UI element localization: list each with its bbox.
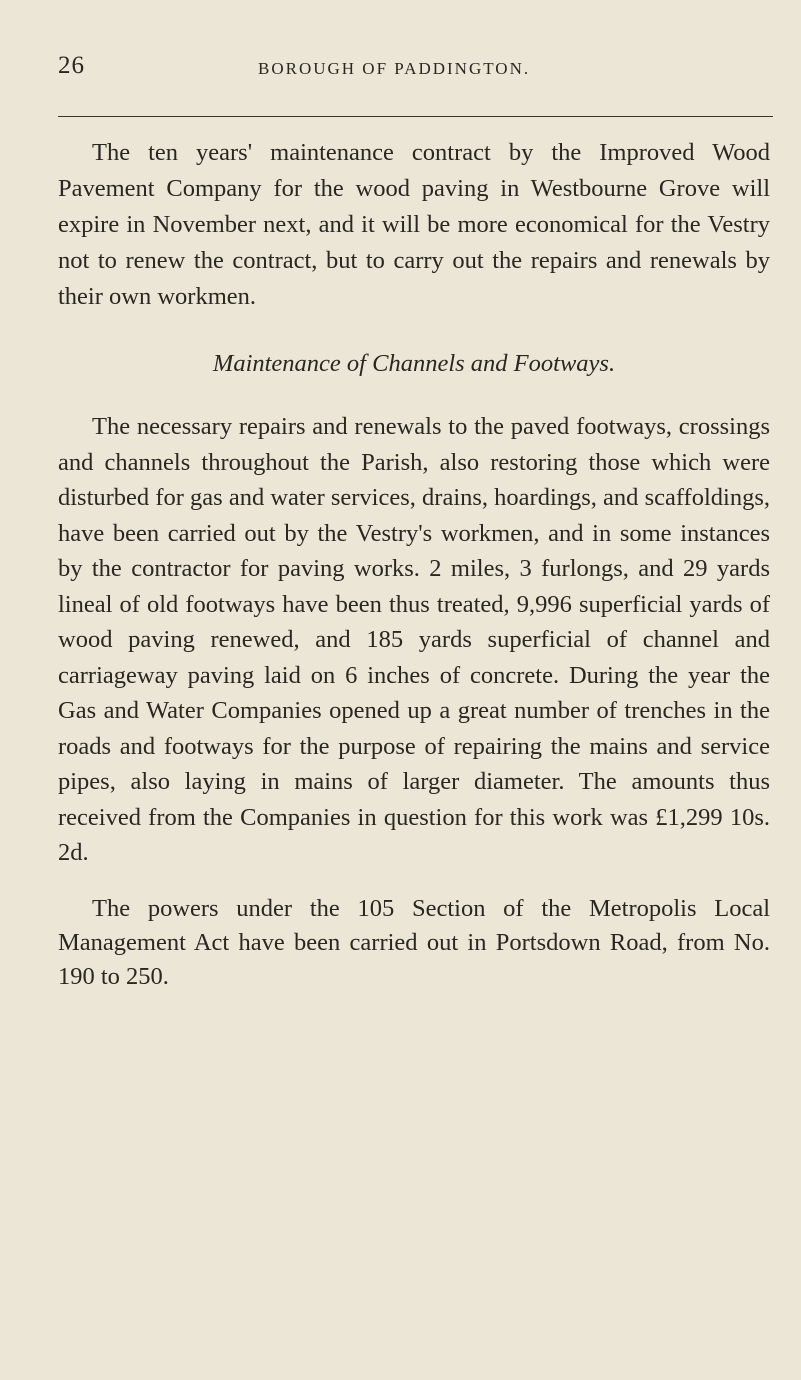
paragraph-metropolis-act: The powers under the 105 Section of the Metropolis Local Management Act have been carried out in Portsdown Road, from No. 190 to 250. bbox=[58, 894, 770, 990]
running-head: BOROUGH OF PADDINGTON. bbox=[258, 59, 531, 78]
section-heading: Maintenance of Channels and Footways. bbox=[212, 350, 616, 377]
paragraph-wood-paving-contract: The ten years' maintenance contract by the Improved Wood Pavement Company for the wood paving in Westbourne Grove will expire in November next, and it will be more economical for the Vestry not to renew the contract, but to carry out the repairs and renewals by their own workmen. bbox=[58, 139, 770, 310]
page-number: 26 bbox=[58, 52, 85, 79]
body-text bbox=[58, 135, 770, 994]
page-header bbox=[58, 52, 768, 92]
paragraph-footway-repairs: The necessary repairs and renewals to the paved footways, crossings and channels throughout the Parish, also restoring those which were disturbed for gas and water services, drains, hoardings, and scaffoldings, have been carried out by the Vestry's workmen, and in some instances by the contractor for paving works. 2 miles, 3 furlongs, and 29 yards lineal of old footways have been thus treated, 9,996 superficial yards of wood paving renewed, and 185 yards superficial of channel and carriageway paving laid on 6 inches of concrete. During the year the Gas and Water Companies opened up a great number of trenches in the roads and footways for the purpose of repairing the mains and service pipes, also laying in mains of larger diameter. The amounts thus received from the Companies in question for this work was £1,299 10s. 2d. bbox=[58, 413, 770, 866]
header-rule bbox=[58, 116, 773, 117]
